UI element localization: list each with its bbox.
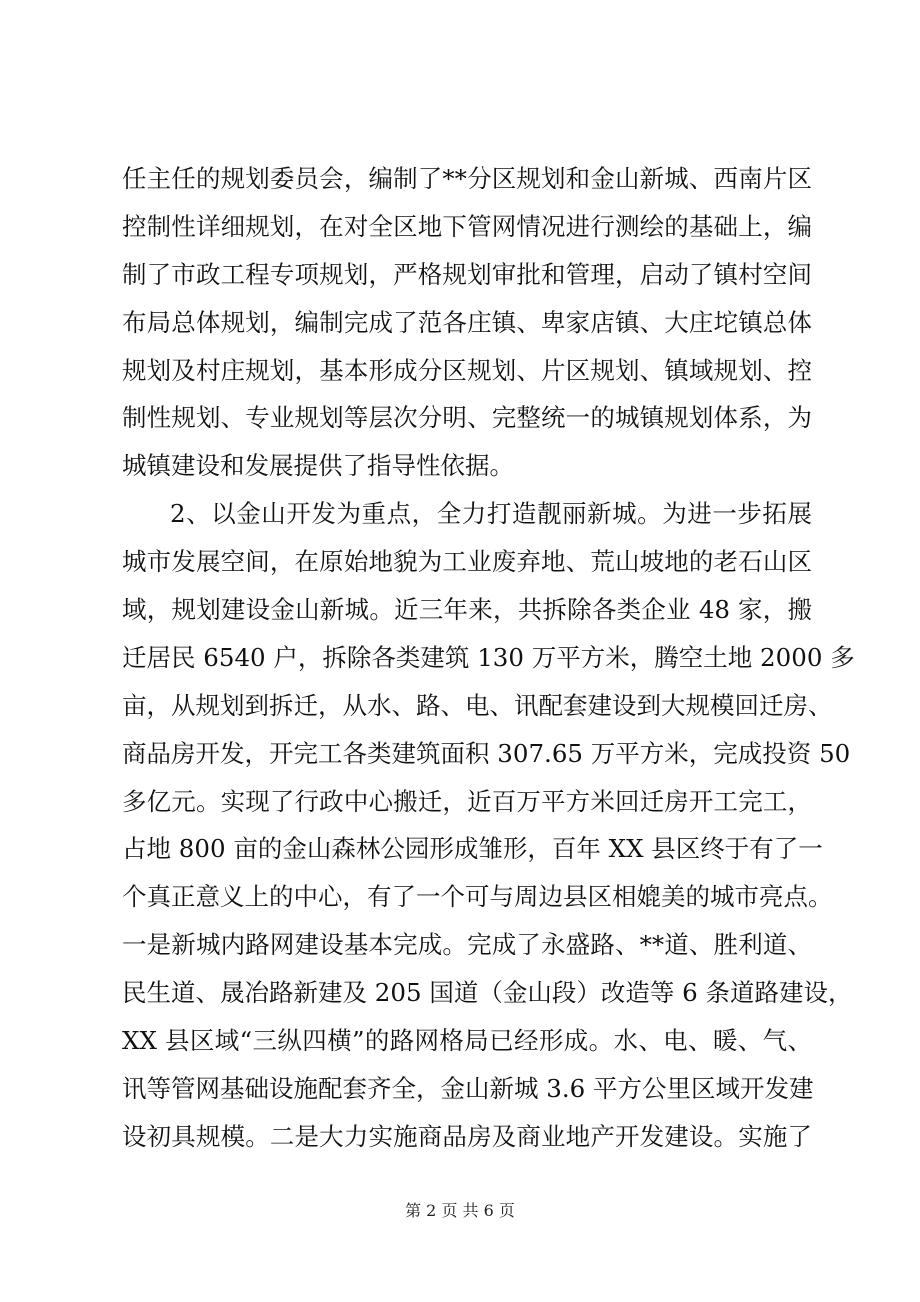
text-line: 城镇建设和发展提供了指导性依据。 xyxy=(122,451,514,481)
text-line: 亩，从规划到拆迁，从水、路、电、讯配套建设到大规模回迁房、 xyxy=(122,690,833,720)
text-line: 一是新城内路网建设基本完成。完成了永盛路、**道、胜利道、 xyxy=(122,930,812,960)
text-line: 任主任的规划委员会，编制了**分区规划和金山新城、西南片区 xyxy=(122,164,812,193)
text-line: 设初具规模。二是大力实施商品房及商业地产开发建设。实施了 xyxy=(122,1121,812,1151)
paragraph-start-line: 2、以金山开发为重点，全力打造靓丽新城。为进一步拓展 xyxy=(170,499,812,529)
text-line: 城市发展空间，在原始地貌为工业废弃地、荒山坡地的老石山区 xyxy=(122,547,812,577)
text-line: 控制性详细规划，在对全区地下管网情况进行测绘的基础上，编 xyxy=(122,211,812,241)
text-line: 多亿元。实现了行政中心搬迁，近百万平方米回迁房开工完工， xyxy=(122,786,812,816)
text-line: 规划及村庄规划，基本形成分区规划、片区规划、镇域规划、控 xyxy=(122,355,812,385)
text-line: 讯等管网基础设施配套齐全，金山新城 3.6 平方公里区域开发建 xyxy=(122,1073,814,1103)
body-text xyxy=(122,155,855,1161)
text-line: 商品房开发，开完工各类建筑面积 307.65 万平方米，完成投资 50 xyxy=(122,738,851,768)
text-line: XX 县区域“三纵四横”的路网格局已经形成。水、电、暖、气、 xyxy=(122,1026,812,1056)
page-number-footer: 第 2 页 共 6 页 xyxy=(405,1201,515,1220)
text-line: 布局总体规划，编制完成了范各庄镇、卑家店镇、大庄坨镇总体 xyxy=(122,307,812,337)
text-line: 迁居民 6540 户，拆除各类建筑 130 万平方米，腾空土地 2000 多 xyxy=(122,642,855,672)
text-line: 制了市政工程专项规划，严格规划审批和管理，启动了镇村空间 xyxy=(122,259,812,289)
text-line: 个真正意义上的中心，有了一个可与周边县区相媲美的城市亮点。 xyxy=(122,882,833,912)
text-line: 制性规划、专业规划等层次分明、完整统一的城镇规划体系，为 xyxy=(122,403,812,433)
text-line: 占地 800 亩的金山森林公园形成雏形，百年 XX 县区终于有了一 xyxy=(122,834,823,864)
text-line: 域，规划建设金山新城。近三年来，共拆除各类企业 48 家，搬 xyxy=(122,595,812,625)
text-line: 民生道、晟冶路新建及 205 国道（金山段）改造等 6 条道路建设， xyxy=(122,978,853,1008)
